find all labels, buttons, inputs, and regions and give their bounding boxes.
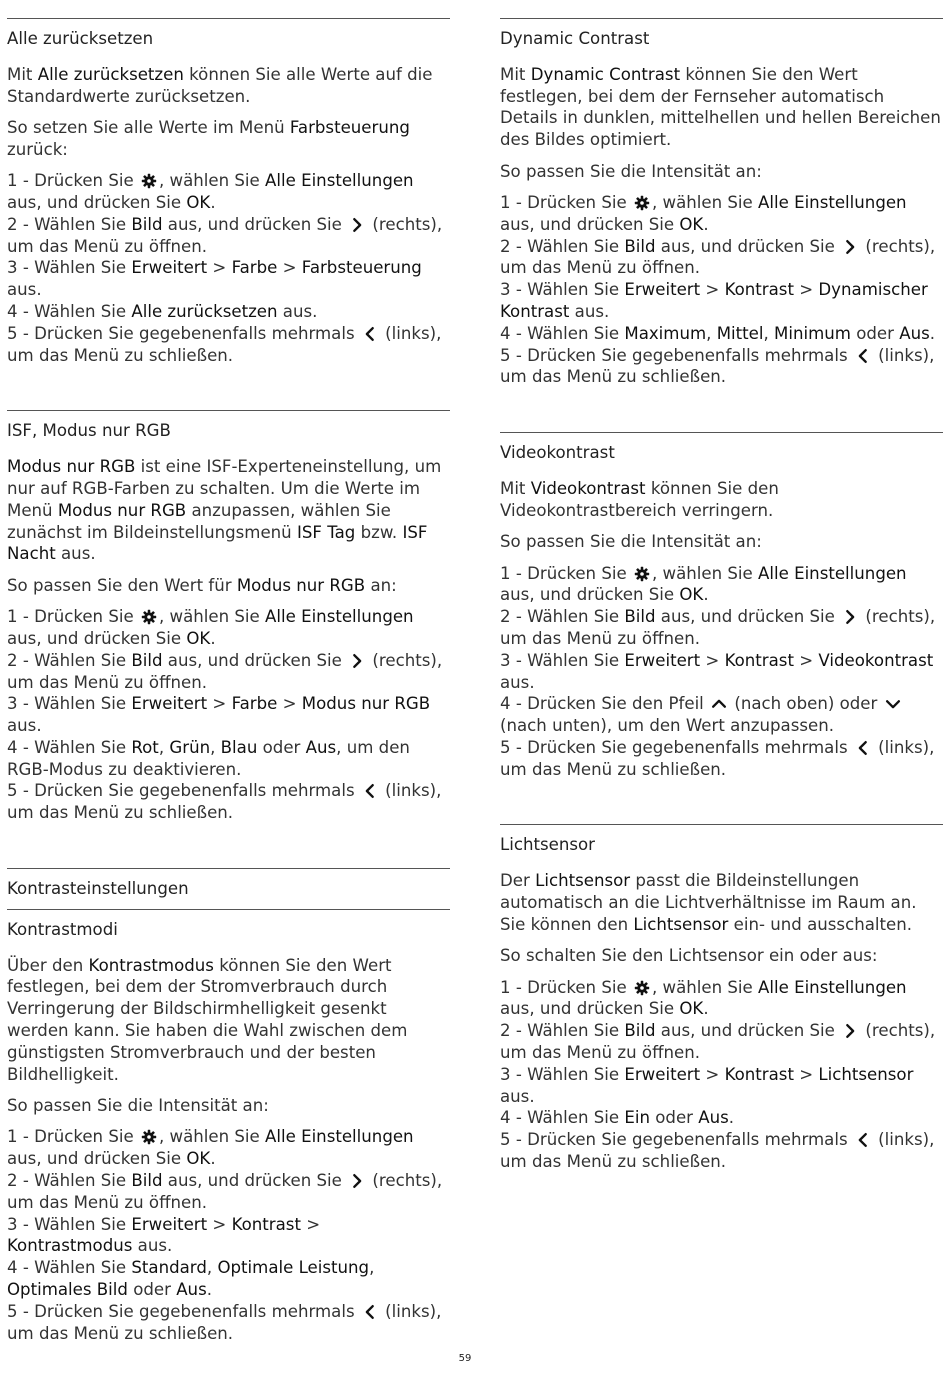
emphasis-text: Kontrastmodus — [7, 1236, 133, 1256]
step-4 — [7, 301, 450, 323]
emphasis-text: Alle zurücksetzen — [131, 301, 278, 321]
text-run: aus, und drücken Sie — [655, 236, 841, 256]
section-title: Dynamic Contrast — [500, 29, 650, 48]
emphasis-text: Erweitert — [131, 258, 208, 278]
step-1 — [500, 192, 943, 236]
emphasis-text: Alle Einstellungen — [758, 563, 907, 583]
emphasis-text: Aus — [176, 1280, 207, 1300]
step-1 — [7, 170, 450, 214]
chevron-up-icon — [710, 695, 728, 713]
text-run: 4 - Wählen Sie — [7, 301, 132, 321]
text-run: oder — [650, 1108, 699, 1128]
emphasis-text: OK — [679, 585, 704, 605]
text-run: aus. — [7, 716, 42, 736]
text-run: . — [929, 323, 936, 343]
text-run: . — [703, 999, 709, 1019]
gear-icon — [633, 565, 651, 583]
emphasis-text: Erweitert — [131, 694, 208, 714]
text-run: 1 - Drücken Sie — [500, 192, 632, 212]
emphasis-text: Bild — [131, 650, 163, 670]
emphasis-text: OK — [186, 628, 211, 648]
lead-paragraph — [7, 117, 450, 161]
step-list — [7, 170, 450, 366]
text-run: aus. — [132, 1236, 173, 1256]
text-run: aus, und drücken Sie — [162, 1171, 348, 1191]
chevron-right-icon — [348, 1172, 366, 1190]
text-run: , — [763, 323, 775, 343]
chevron-right-icon — [841, 608, 859, 626]
emphasis-text: Alle Einstellungen — [758, 192, 907, 212]
text-run: (links), um das Menü zu schließen. — [500, 737, 935, 779]
section-isf-rgb — [7, 410, 450, 868]
intro-paragraph — [7, 955, 450, 1086]
chevron-left-icon — [361, 1303, 379, 1321]
text-run: aus. — [569, 301, 610, 321]
step-list — [500, 977, 943, 1173]
text-run: aus. — [55, 544, 96, 564]
emphasis-text: Kontrast — [724, 1064, 794, 1084]
text-run: aus, und drücken Sie — [7, 1149, 187, 1169]
chevron-left-icon — [854, 739, 872, 757]
text-run: , um den RGB-Modus zu deaktivieren. — [7, 737, 410, 779]
text-run: > — [793, 1064, 819, 1084]
text-run: . — [703, 214, 709, 234]
step-5 — [500, 1129, 943, 1173]
emphasis-text: Erweitert — [624, 1064, 701, 1084]
text-run: aus, und drücken Sie — [7, 192, 187, 212]
emphasis-text: Farbe — [231, 258, 278, 278]
emphasis-text: Bild — [624, 236, 656, 256]
step-5 — [7, 323, 450, 367]
text-run: (links), um das Menü zu schließen. — [500, 345, 935, 387]
emphasis-text: Kontrast — [231, 1214, 301, 1234]
intro-paragraph — [7, 456, 450, 565]
emphasis-text: Grün — [169, 737, 211, 757]
text-run: So setzen Sie alle Werte im Menü — [7, 117, 290, 137]
step-3 — [7, 693, 450, 737]
text-run: anzupassen, wählen Sie zunächst im Bildeinstellungsmenü — [7, 500, 391, 542]
text-run: , — [158, 737, 170, 757]
text-run: , — [706, 323, 717, 343]
section-title: Videokontrast — [500, 443, 615, 463]
emphasis-text: Videokontrast — [818, 650, 934, 670]
text-run: 2 - Wählen Sie — [500, 1021, 625, 1041]
text-run: Der — [500, 871, 536, 891]
emphasis-text: Rot — [131, 737, 159, 757]
text-run: (rechts), um das Menü zu öffnen. — [500, 607, 936, 648]
chevron-right-icon — [348, 652, 366, 670]
text-run: 2 - Wählen Sie — [7, 1171, 132, 1191]
gear-icon — [633, 979, 651, 997]
text-run: (nach oben) oder — [729, 694, 883, 714]
step-2 — [7, 650, 450, 694]
emphasis-text: OK — [679, 999, 704, 1019]
text-run: > — [700, 650, 725, 670]
gear-icon — [633, 194, 651, 212]
text-run: aus, und drücken Sie — [500, 214, 680, 234]
text-run: aus. — [277, 301, 318, 321]
text-run: , wählen Sie — [158, 607, 266, 627]
text-run: . — [206, 1280, 212, 1300]
emphasis-text: Lichtsensor — [633, 914, 729, 934]
text-run: . — [210, 628, 216, 648]
text-run: > — [207, 1214, 232, 1234]
text-run: aus, und drücken Sie — [162, 214, 348, 234]
lead-paragraph: So passen Sie die Intensität an: — [500, 161, 762, 181]
text-run: . — [728, 1108, 735, 1128]
text-run: oder — [127, 1280, 177, 1300]
text-run: bzw. — [355, 522, 403, 542]
text-run: aus, und drücken Sie — [162, 650, 348, 670]
text-run: , wählen Sie — [651, 192, 759, 212]
step-2 — [500, 236, 943, 280]
text-run: > — [207, 258, 232, 278]
text-run: 3 - Wählen Sie — [500, 650, 625, 670]
text-run: aus. — [7, 280, 42, 300]
text-run: an: — [365, 575, 397, 595]
step-4 — [7, 737, 450, 781]
text-run: (rechts), um das Menü zu öffnen. — [7, 214, 443, 256]
intro-paragraph — [7, 64, 450, 108]
step-list — [500, 563, 943, 781]
emphasis-text: Kontrastmodus — [88, 955, 214, 975]
step-5 — [500, 737, 943, 781]
emphasis-text: Erweitert — [624, 650, 701, 670]
emphasis-text: Bild — [624, 607, 656, 627]
text-run: 5 - Drücken Sie gegebenenfalls mehrmals — [7, 781, 360, 801]
emphasis-text: Bild — [131, 1171, 163, 1191]
step-3 — [7, 257, 450, 301]
text-run: 4 - Wählen Sie — [7, 737, 132, 757]
text-run: Mit — [500, 478, 531, 498]
section-alle-zuruecksetzen — [7, 18, 450, 410]
text-run: 4 - Wählen Sie — [7, 1258, 132, 1278]
section-kontrasteinstellungen — [7, 868, 450, 1344]
emphasis-text: Mittel — [716, 323, 764, 343]
text-run: können Sie den Wert festlegen, bei dem der Stromverbrauch durch Verringerung der Bildschirmhelligkeit gesenkt werden kann. Sie haben die Wahl zwischen dem günstigsten Stromverbrauch und der besten Bildhelligkeit. — [7, 955, 408, 1084]
text-run: 3 - Wählen Sie — [7, 258, 132, 278]
intro-paragraph — [500, 64, 943, 151]
section-videokontrast — [500, 432, 943, 824]
text-run: 3 - Wählen Sie — [500, 1064, 625, 1084]
text-run: 4 - Wählen Sie — [500, 323, 625, 343]
text-run: Über den — [7, 955, 89, 975]
step-5 — [500, 345, 943, 389]
step-4 — [500, 1107, 943, 1129]
emphasis-text: ISF Nacht — [7, 522, 428, 564]
text-run: 1 - Drücken Sie — [500, 563, 632, 583]
text-run: können Sie alle Werte auf die Standardwerte zurücksetzen. — [7, 64, 433, 106]
text-run: , — [210, 737, 221, 757]
text-run: 2 - Wählen Sie — [500, 607, 625, 627]
emphasis-text: Modus nur RGB — [57, 500, 187, 520]
text-run: 4 - Wählen Sie — [500, 1108, 625, 1128]
text-run: 2 - Wählen Sie — [500, 236, 625, 256]
step-1 — [500, 563, 943, 607]
step-list — [7, 606, 450, 824]
chevron-right-icon — [841, 238, 859, 256]
text-run: 5 - Drücken Sie gegebenenfalls mehrmals — [500, 345, 853, 365]
emphasis-text: Bild — [131, 214, 163, 234]
lead-paragraph: So passen Sie die Intensität an: — [7, 1096, 269, 1116]
chevron-right-icon — [348, 216, 366, 234]
emphasis-text: Alle Einstellungen — [265, 607, 414, 627]
chevron-left-icon — [854, 1131, 872, 1149]
section-title: ISF, Modus nur RGB — [7, 421, 171, 441]
text-run: (rechts), um das Menü zu öffnen. — [500, 236, 936, 278]
emphasis-text: Aus — [698, 1108, 729, 1128]
text-run: > — [700, 280, 725, 300]
step-5 — [7, 780, 450, 824]
text-run: 2 - Wählen Sie — [7, 650, 132, 670]
section-title: Kontrasteinstellungen — [7, 879, 189, 899]
text-run: aus, und drücken Sie — [500, 585, 680, 605]
text-run: Mit — [500, 64, 531, 84]
lead-paragraph — [7, 575, 450, 597]
text-run: können Sie den Wert festlegen, bei dem der Fernseher automatisch Details in dunklen, mittelhellen und hellen Bereichen des Bildes optimiert. — [500, 64, 941, 150]
page-number: 59 — [458, 1353, 472, 1364]
text-run: , wählen Sie — [651, 563, 759, 583]
emphasis-text: Aus — [305, 737, 337, 757]
emphasis-text: OK — [186, 1149, 211, 1169]
emphasis-text: Aus — [899, 323, 930, 343]
subsection-title: Kontrastmodi — [7, 919, 118, 939]
text-run: 5 - Drücken Sie gegebenenfalls mehrmals — [7, 1301, 360, 1321]
step-2 — [7, 214, 450, 258]
text-run: zurück: — [7, 139, 68, 159]
emphasis-text: Optimale Leistung — [217, 1258, 370, 1278]
emphasis-text: Maximum — [624, 323, 707, 343]
emphasis-text: Optimales Bild — [7, 1280, 128, 1300]
text-run: (rechts), um das Menü zu öffnen. — [7, 1171, 443, 1212]
text-run: oder — [257, 737, 306, 757]
emphasis-text: Kontrast — [724, 650, 794, 670]
text-run: > — [793, 280, 819, 300]
text-run: , — [369, 1258, 375, 1278]
chevron-right-icon — [841, 1022, 859, 1040]
step-1 — [500, 977, 943, 1021]
emphasis-text: Alle Einstellungen — [758, 977, 907, 997]
chevron-left-icon — [361, 782, 379, 800]
text-run: , wählen Sie — [651, 977, 759, 997]
step-4 — [500, 693, 943, 737]
text-run: aus, und drücken Sie — [655, 1021, 841, 1041]
text-run: . — [210, 1149, 216, 1169]
text-run: (links), um das Menü zu schließen. — [7, 781, 442, 823]
text-run: (rechts), um das Menü zu öffnen. — [500, 1021, 936, 1063]
text-run: aus. — [500, 672, 535, 692]
text-run: . — [210, 192, 216, 212]
step-4 — [500, 323, 943, 345]
step-list — [500, 192, 943, 388]
step-2 — [7, 1170, 450, 1214]
text-run: So passen Sie den Wert für — [7, 575, 237, 595]
intro-paragraph — [500, 870, 943, 935]
chevron-left-icon — [854, 347, 872, 365]
step-4 — [7, 1257, 450, 1301]
text-run: Mit — [7, 64, 38, 84]
text-run: aus, und drücken Sie — [7, 628, 187, 648]
gear-icon — [140, 608, 158, 626]
text-run: oder — [850, 323, 900, 343]
emphasis-text: Videokontrast — [530, 478, 646, 498]
lead-paragraph: So passen Sie die Intensität an: — [500, 532, 762, 552]
gear-icon — [140, 1128, 158, 1146]
right-column — [500, 18, 943, 1173]
step-3 — [500, 650, 943, 694]
text-run: > — [700, 1064, 725, 1084]
text-run: (rechts), um das Menü zu öffnen. — [7, 650, 443, 692]
emphasis-text: Erweitert — [131, 1214, 208, 1234]
emphasis-text: Lichtsensor — [818, 1064, 914, 1084]
text-run: aus. — [500, 1086, 535, 1106]
emphasis-text: OK — [186, 192, 211, 212]
text-run: (links), um das Menü zu schließen. — [500, 1130, 935, 1172]
text-run: 3 - Wählen Sie — [7, 1214, 132, 1234]
section-title: Alle zurücksetzen — [7, 29, 154, 48]
text-run: 4 - Drücken Sie den Pfeil — [500, 694, 710, 714]
text-run: aus, und drücken Sie — [655, 607, 841, 627]
text-run: , wählen Sie — [158, 171, 266, 191]
text-run: > — [277, 694, 302, 714]
step-2 — [500, 606, 943, 650]
text-run: (nach unten), um den Wert anzupassen. — [500, 716, 835, 736]
text-run: (links), um das Menü zu schließen. — [7, 323, 442, 365]
emphasis-text: Farbsteuerung — [301, 258, 422, 278]
emphasis-text: Bild — [624, 1021, 656, 1041]
text-run: 3 - Wählen Sie — [500, 280, 625, 300]
text-run: aus, und drücken Sie — [500, 999, 680, 1019]
emphasis-text: Farbsteuerung — [289, 117, 410, 137]
section-lichtsensor — [500, 824, 943, 1172]
section-dynamic-contrast — [500, 18, 943, 432]
emphasis-text: Dynamic Contrast — [530, 64, 681, 84]
step-5 — [7, 1301, 450, 1345]
text-run: 1 - Drücken Sie — [7, 171, 139, 191]
text-run: > — [277, 258, 302, 278]
emphasis-text: Modus nur RGB — [236, 575, 366, 595]
step-3 — [500, 279, 943, 323]
step-1 — [7, 606, 450, 650]
text-run: ist eine ISF-Experteneinstellung, um nur auf RGB-Farben zu schalten. Um die Werte im Menü — [7, 457, 442, 520]
emphasis-text: Standard — [131, 1258, 207, 1278]
emphasis-text: Alle zurücksetzen — [37, 64, 184, 84]
section-title: Lichtsensor — [500, 835, 595, 855]
emphasis-text: Modus nur RGB — [7, 457, 136, 477]
emphasis-text: Modus nur RGB — [301, 694, 431, 714]
text-run: , wählen Sie — [158, 1127, 266, 1147]
emphasis-text: Alle Einstellungen — [265, 1127, 414, 1147]
text-run: passt die Bildeinstellungen automatisch an die Lichtverhältnisse im Raum an. Sie können den — [500, 871, 917, 934]
text-run: können Sie den Videokontrastbereich verringern. — [500, 478, 779, 520]
text-run: (links), um das Menü zu schließen. — [7, 1301, 442, 1343]
emphasis-text: Minimum — [774, 323, 851, 343]
intro-paragraph — [500, 478, 943, 522]
left-column — [7, 18, 450, 1344]
text-run: > — [300, 1214, 321, 1234]
text-run: 5 - Drücken Sie gegebenenfalls mehrmals — [500, 737, 853, 757]
text-run: 2 - Wählen Sie — [7, 214, 132, 234]
lead-paragraph: So schalten Sie den Lichtsensor ein oder aus: — [500, 946, 878, 966]
emphasis-text: Lichtsensor — [535, 871, 631, 891]
step-3 — [7, 1214, 450, 1258]
text-run: 5 - Drücken Sie gegebenenfalls mehrmals — [7, 323, 360, 343]
gear-icon — [140, 172, 158, 190]
chevron-left-icon — [361, 325, 379, 343]
text-run: , — [206, 1258, 218, 1278]
text-run: 1 - Drücken Sie — [500, 977, 632, 997]
emphasis-text: Erweitert — [624, 280, 701, 300]
emphasis-text: Farbe — [231, 694, 278, 714]
emphasis-text: Kontrast — [724, 280, 794, 300]
emphasis-text: Ein — [624, 1108, 650, 1128]
text-run: 5 - Drücken Sie gegebenenfalls mehrmals — [500, 1130, 853, 1150]
text-run: > — [207, 694, 232, 714]
emphasis-text: Dynamischer Kontrast — [500, 280, 928, 321]
emphasis-text: Blau — [220, 737, 258, 757]
emphasis-text: ISF Tag — [296, 522, 356, 542]
text-run: ein- und ausschalten. — [728, 914, 912, 934]
text-run: 1 - Drücken Sie — [7, 607, 139, 627]
text-run: 1 - Drücken Sie — [7, 1127, 139, 1147]
emphasis-text: OK — [679, 214, 704, 234]
chevron-down-icon — [884, 695, 902, 713]
step-1 — [7, 1126, 450, 1170]
step-2 — [500, 1020, 943, 1064]
emphasis-text: Alle Einstellungen — [265, 171, 414, 191]
text-run: > — [793, 650, 819, 670]
step-3 — [500, 1064, 943, 1108]
text-run: . — [703, 585, 709, 605]
step-list — [7, 1126, 450, 1344]
text-run: 3 - Wählen Sie — [7, 694, 132, 714]
